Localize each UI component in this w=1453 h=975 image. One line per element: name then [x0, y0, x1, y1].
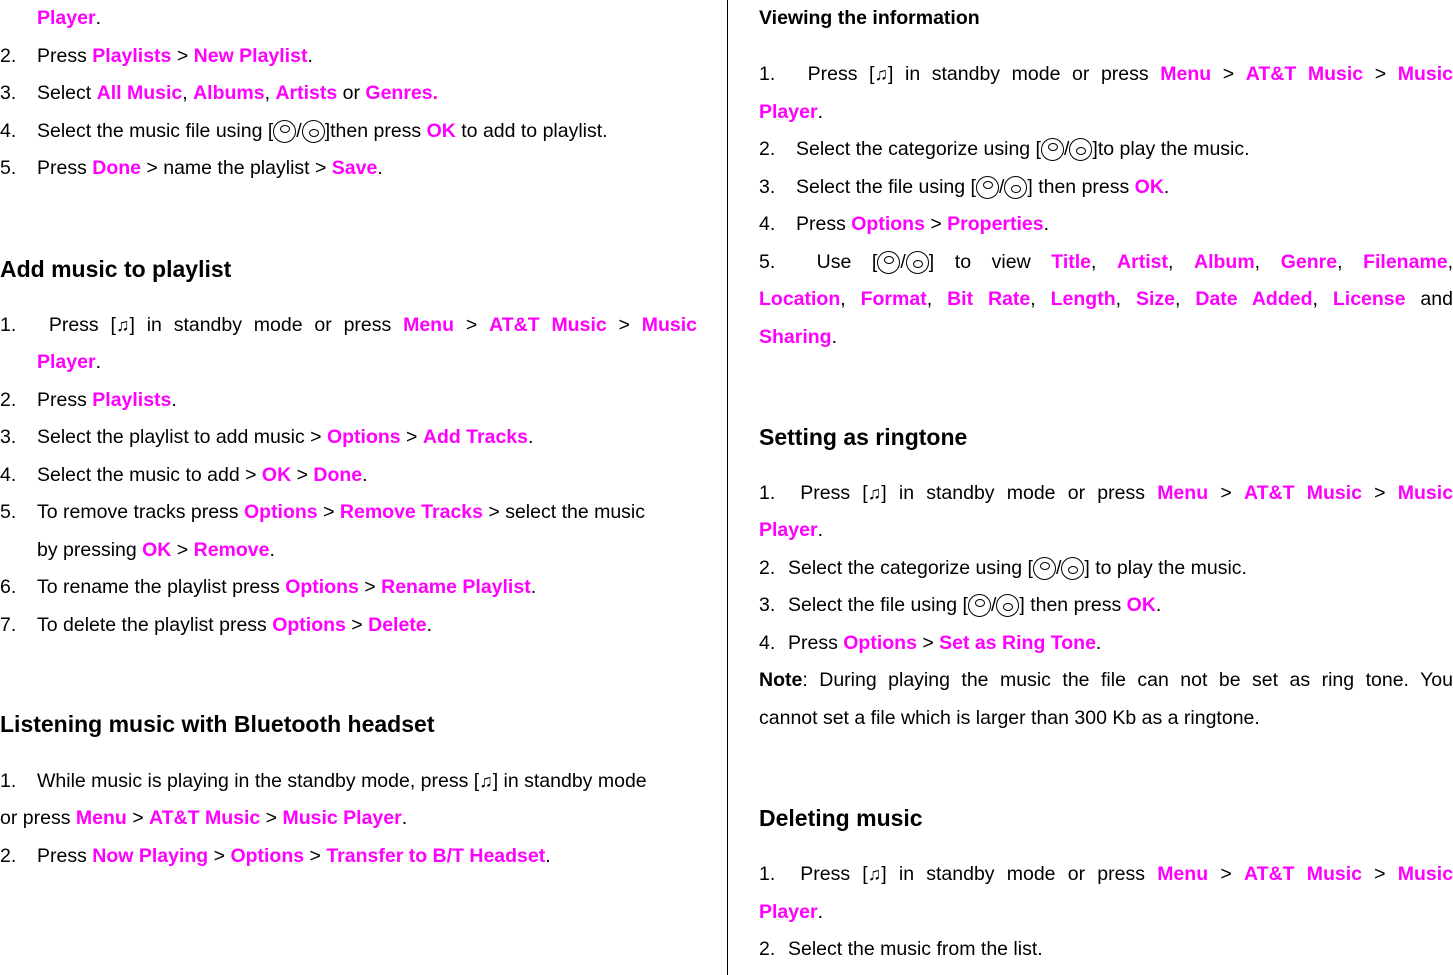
view-step-2: 2. Select the categorize using [ / ]to play the music. — [759, 138, 1250, 160]
create-step-5: 5. Press Done > name the playlist > Save. — [0, 157, 383, 179]
view-step-5-cont2: Sharing. — [759, 326, 838, 348]
create-step-4: 4. Select the music file using [ / ]then press OK to add to playlist. — [0, 120, 608, 142]
ring-step-1-cont: Player. — [759, 519, 823, 541]
nav-down-key-icon — [996, 594, 1019, 617]
ring-step-2: 2. Select the categorize using [ / ] to play the music. — [759, 557, 1247, 579]
view-step-4: 4. Press Options > Properties. — [759, 213, 1050, 235]
nav-up-key-icon — [968, 594, 991, 617]
add-step-6: 6. To rename the playlist press Options > Rename Playlist. — [0, 576, 537, 598]
section-heading-add-music: Add music to playlist — [0, 256, 232, 282]
del-step-1: 1. Press [♫] in standby mode or press Menu > AT&T Music > Music — [759, 863, 1453, 885]
ring-step-4: 4. Press Options > Set as Ring Tone. — [759, 632, 1102, 654]
step-continuation: Player. — [37, 7, 101, 29]
bt-step-2: 2. Press Now Playing > Options > Transfer to B/T Headset. — [0, 845, 551, 867]
section-heading-bluetooth: Listening music with Bluetooth headset — [0, 711, 435, 737]
view-step-5: 5. Use [ / ] to view Title, Artist, Album, Genre, Filename, — [759, 251, 1453, 273]
nav-down-key-icon — [906, 251, 929, 274]
nav-down-key-icon — [1061, 557, 1084, 580]
nav-up-key-icon — [877, 251, 900, 274]
add-step-4: 4. Select the music to add > OK > Done. — [0, 464, 368, 486]
view-step-1-cont: Player. — [759, 101, 823, 123]
nav-up-key-icon — [1041, 138, 1064, 161]
section-heading-viewing: Viewing the information — [759, 7, 980, 29]
music-key-icon: ♫ — [479, 771, 493, 791]
view-step-3: 3. Select the file using [ / ] then press OK. — [759, 176, 1170, 198]
music-key-icon: ♫ — [867, 864, 882, 884]
nav-up-key-icon — [1033, 557, 1056, 580]
add-step-7: 7. To delete the playlist press Options > Delete. — [0, 614, 433, 636]
add-step-2: 2. Press Playlists. — [0, 389, 177, 411]
create-step-2: 2. Press Playlists > New Playlist. — [0, 45, 313, 67]
nav-down-key-icon — [1004, 176, 1027, 199]
nav-down-key-icon — [1069, 138, 1092, 161]
section-heading-deleting: Deleting music — [759, 805, 923, 831]
ring-step-3: 3. Select the file using [ / ] then press OK. — [759, 594, 1162, 616]
add-step-3: 3. Select the playlist to add music > Options > Add Tracks. — [0, 426, 534, 448]
add-step-5: 5. To remove tracks press Options > Remove Tracks > select the music — [0, 501, 646, 523]
nav-up-key-icon — [976, 176, 999, 199]
del-step-2: 2. Select the music from the list. — [759, 938, 1043, 960]
add-step-1: 1. Press [♫] in standby mode or press Menu > AT&T Music > Music — [0, 314, 698, 336]
music-key-icon: ♫ — [874, 64, 888, 84]
add-step-1-cont: Player. — [37, 351, 101, 373]
music-key-icon: ♫ — [867, 483, 882, 503]
bt-step-1-cont: or press Menu > AT&T Music > Music Player. — [0, 807, 408, 829]
nav-down-key-icon — [302, 120, 325, 143]
view-step-1: 1. Press [♫] in standby mode or press Menu > AT&T Music > Music — [759, 63, 1453, 85]
music-key-icon: ♫ — [115, 315, 130, 335]
section-heading-ringtone: Setting as ringtone — [759, 424, 968, 450]
add-step-5-cont: by pressing OK > Remove. — [37, 539, 275, 561]
ring-note-cont: cannot set a file which is larger than 300 Kb as a ringtone. — [759, 707, 1260, 729]
create-step-3: 3. Select All Music, Albums, Artists or Genres. — [0, 82, 439, 104]
ring-step-1: 1. Press [♫] in standby mode or press Menu > AT&T Music > Music — [759, 482, 1453, 504]
view-step-5-cont: Location, Format, Bit Rate, Length, Size, Date Added, License and — [759, 288, 1453, 310]
nav-up-key-icon — [273, 120, 296, 143]
ring-note: Note: During playing the music the file can not be set as ring tone. You — [759, 669, 1453, 691]
del-step-1-cont: Player. — [759, 901, 823, 923]
bt-step-1: 1. While music is playing in the standby mode, press [♫] in standby mode — [0, 770, 647, 792]
column-divider — [727, 0, 728, 975]
